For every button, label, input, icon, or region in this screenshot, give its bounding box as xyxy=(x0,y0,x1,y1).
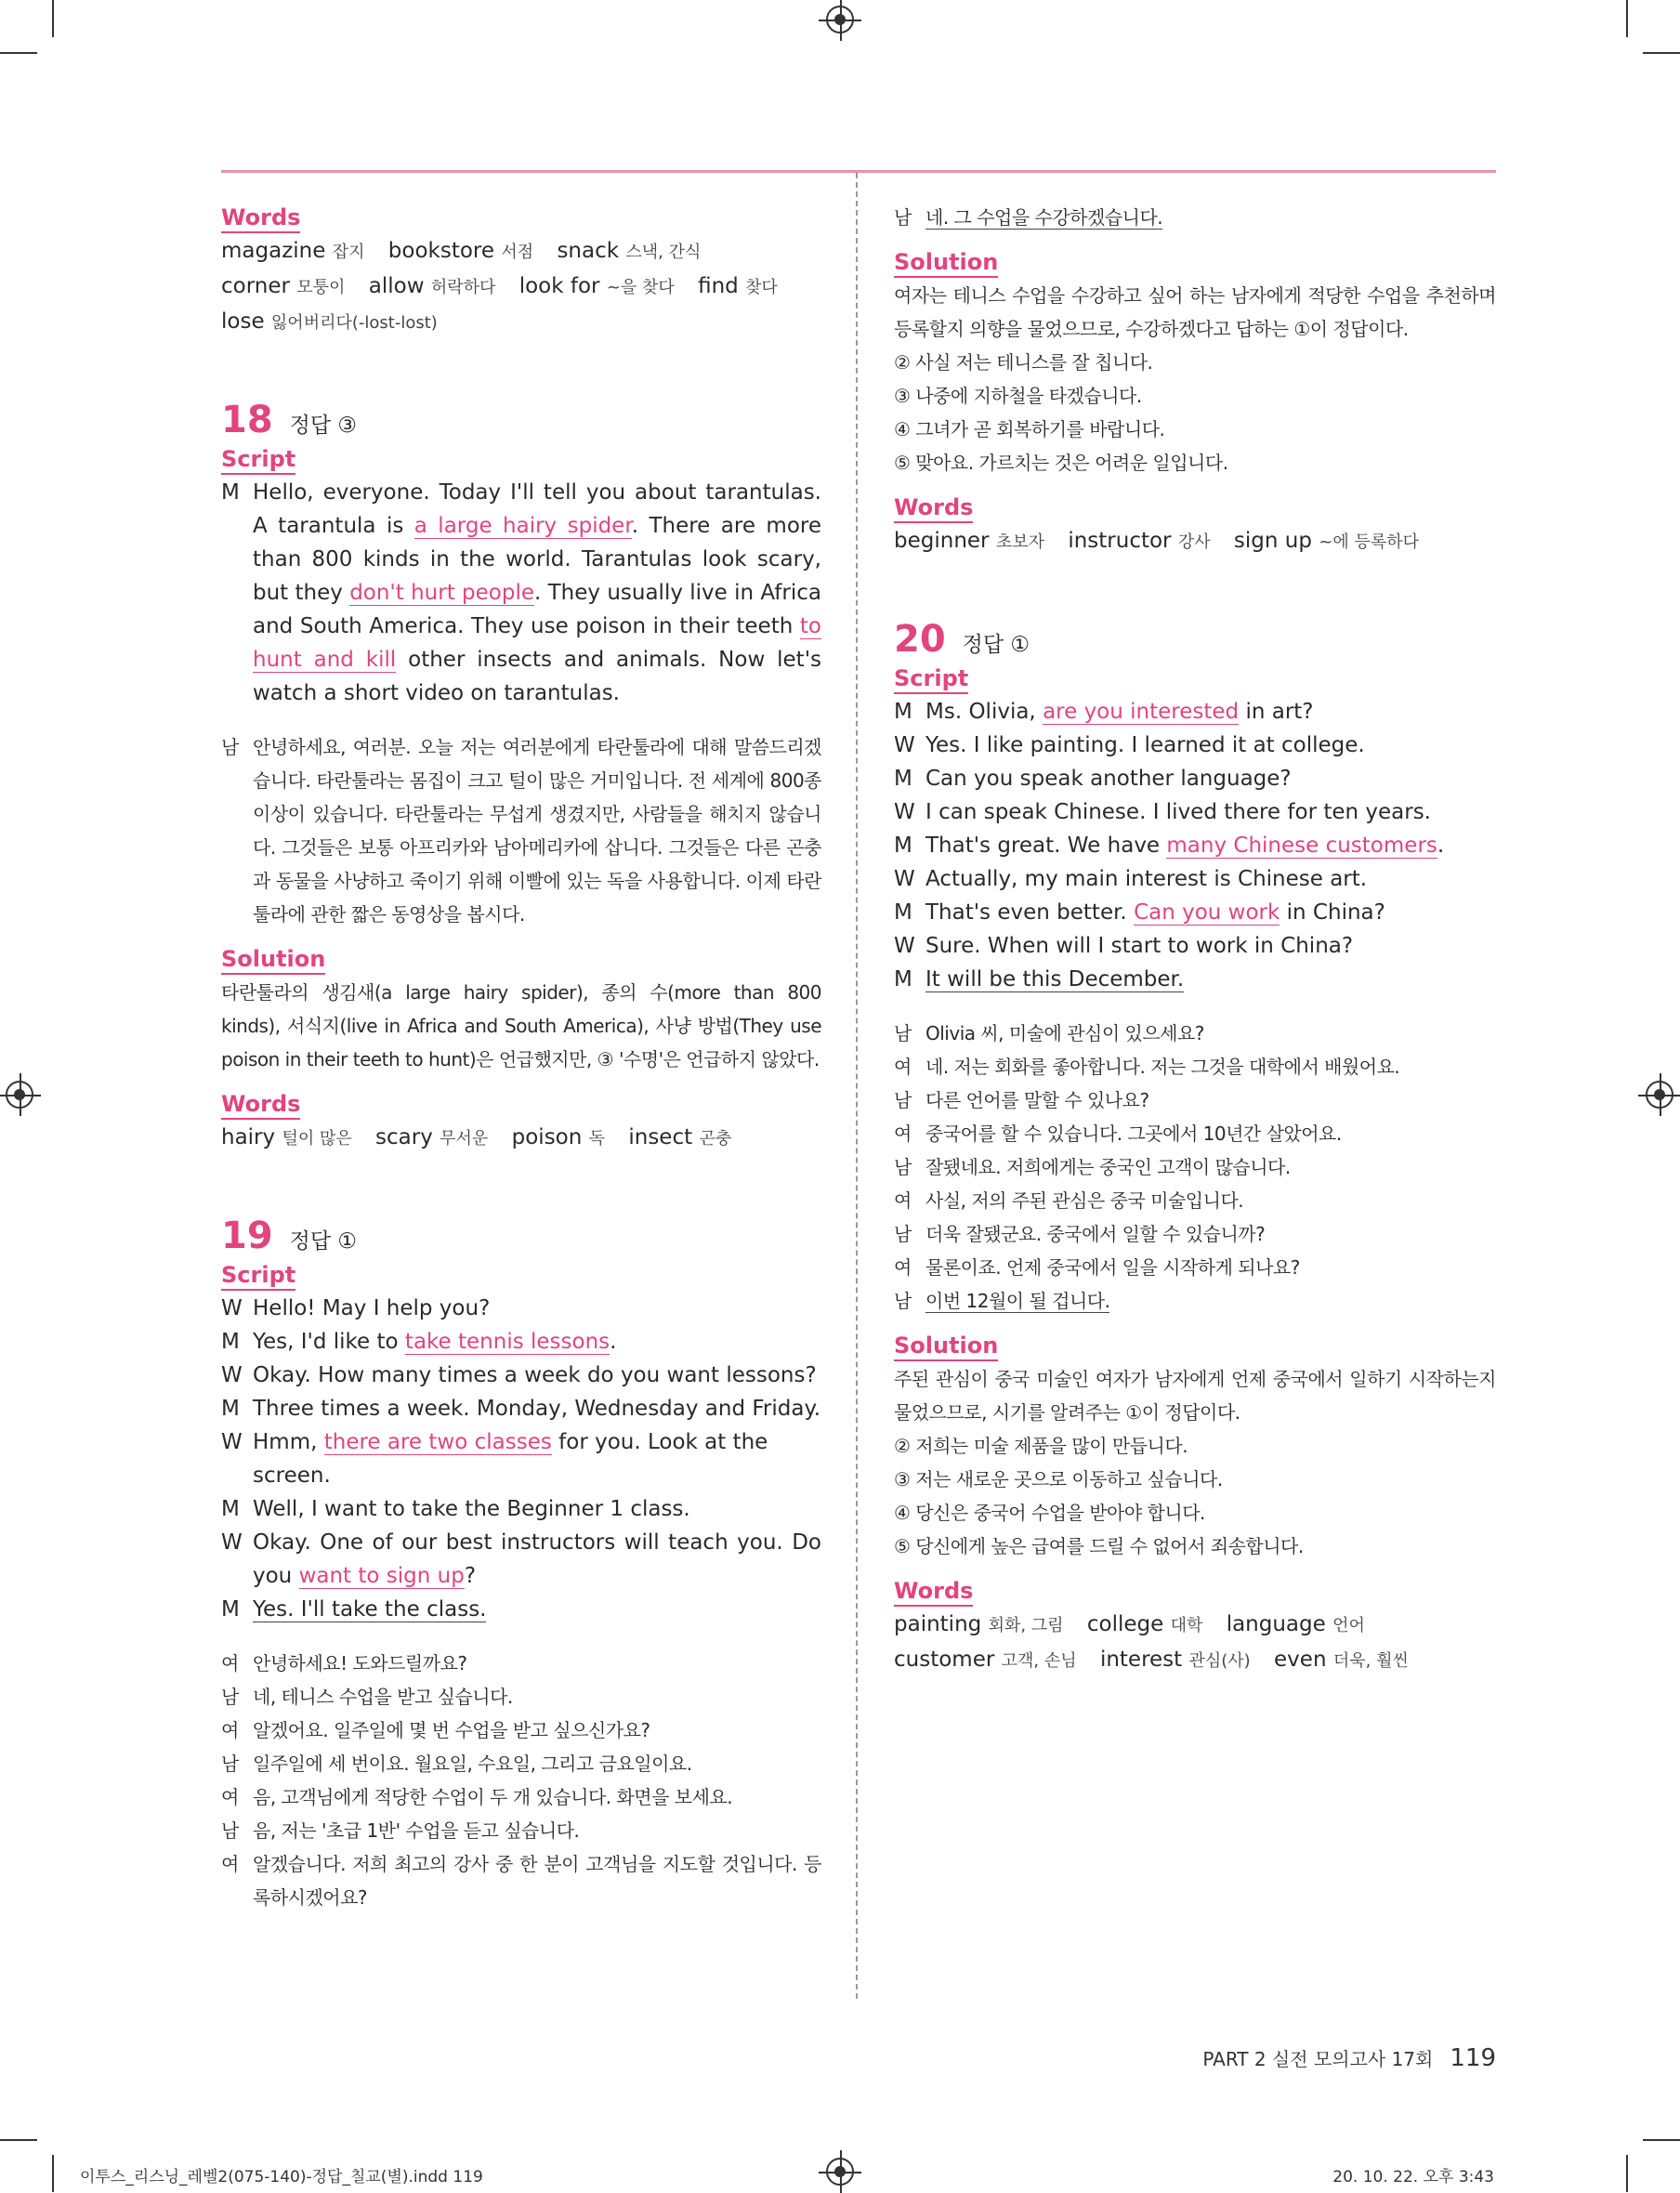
question-number: 19 xyxy=(221,1215,273,1257)
script-line: W Hello! May I help you? xyxy=(221,1296,491,1320)
question-18 xyxy=(221,398,821,1156)
highlight: many Chinese customers xyxy=(1166,834,1437,858)
script-line: M Three times a week. Monday, Wednesday and Friday. xyxy=(221,1397,821,1421)
words-row: beginner 초보자 instructor 강사 sign up ~에 등록하다 xyxy=(894,529,1420,553)
left-column xyxy=(221,201,821,1914)
q17-words-row-1: magazine 잡지 bookstore 서점 snack 스낵, 간식 xyxy=(221,239,702,263)
script-line: W Yes. I like painting. I learned it at college. xyxy=(894,733,1365,757)
translation-line: 남 네, 테니스 수업을 받고 싶습니다. xyxy=(221,1686,513,1708)
translation-line: 여 알겠습니다. 저희 최고의 강사 중 한 분이 고객님을 지도할 것입니다. 등록하시겠어요? xyxy=(221,1853,821,1909)
speaker: M xyxy=(221,480,240,505)
registration-mark-icon xyxy=(6,1081,33,1109)
translation-line: 남 잘됐네요. 저희에게는 중국인 고객이 많습니다. xyxy=(894,1156,1291,1178)
script-line: M Ms. Olivia, are you interested in art? xyxy=(894,700,1314,724)
highlight: there are two classes xyxy=(323,1430,552,1454)
translation-lines xyxy=(221,1647,821,1914)
crop-mark xyxy=(1626,0,1628,37)
translation-line: 남 일주일에 세 번이요. 월요일, 수요일, 그리고 금요일이요. xyxy=(221,1753,692,1775)
solution-text: 여자는 테니스 수업을 수강하고 싶어 하는 남자에게 적당한 수업을 추천하며 등록할지 의향을 물었으므로, 수강하겠다고 답하는 ①이 정답이다. xyxy=(894,284,1496,340)
q17-words-row-2: corner 모퉁이 allow 허락하다 look for ~을 찾다 find 찾다 xyxy=(221,274,778,298)
script-lines xyxy=(894,695,1496,996)
translation-line: 여 중국어를 할 수 있습니다. 그곳에서 10년간 살았어요. xyxy=(894,1123,1342,1145)
part-label: PART 2 실전 모의고사 17회 xyxy=(1202,2048,1434,2070)
crop-mark xyxy=(52,0,54,37)
script-label: Script xyxy=(221,446,295,475)
script-line: M Hello, everyone. Today I'll tell you about tarantulas. A tarantula is a large hairy spider. There are more than 800 kinds in the world. Tarantulas look scary, but they don't hurt people. They usually live in Africa and South America. They use poison in their teeth to hunt and kill other insects and animals. Now let's watch a short video on tarantulas. xyxy=(221,476,821,710)
solution-label: Solution xyxy=(221,946,325,975)
highlight: to hunt and kill xyxy=(253,614,821,672)
page-number: 119 xyxy=(1450,2044,1496,2072)
script-line: W I can speak Chinese. I lived there for ten years. xyxy=(894,800,1431,824)
highlight: want to sign up xyxy=(298,1564,465,1588)
column-divider xyxy=(856,173,858,1999)
translation-line: 남 이번 12월이 될 겁니다. xyxy=(894,1290,1110,1312)
script-line: W Actually, my main interest is Chinese art. xyxy=(894,867,1368,891)
crop-mark xyxy=(1643,52,1680,54)
script-line: M Yes, I'd like to take tennis lessons. xyxy=(221,1330,617,1354)
words-row: painting 회화, 그림 college 대학 language 언어 xyxy=(894,1612,1365,1636)
script-line: M Can you speak another language? xyxy=(894,767,1292,791)
q17-words-row-3: lose 잃어버리다(-lost-lost) xyxy=(221,309,438,334)
script-line: M Well, I want to take the Beginner 1 class. xyxy=(221,1497,690,1521)
solution-label: Solution xyxy=(894,1333,998,1361)
script-lines xyxy=(221,1292,821,1626)
words-label: Words xyxy=(894,494,973,523)
crop-mark xyxy=(0,2139,37,2141)
words-row: customer 고객, 손님 interest 관심(사) even 더욱, 훨씬 xyxy=(894,1648,1409,1672)
crop-mark xyxy=(52,2155,54,2192)
option-item: ② 저희는 미술 제품을 많이 만듭니다. xyxy=(894,1435,1188,1457)
highlight: don't hurt people xyxy=(349,581,534,605)
script-label: Script xyxy=(894,665,968,694)
question-number: 20 xyxy=(894,618,946,661)
translation-line: 여 사실, 저의 주된 관심은 중국 미술입니다. xyxy=(894,1189,1244,1212)
answer-key: 정답 ① xyxy=(289,1229,358,1254)
solution-text: 주된 관심이 중국 미술인 여자가 남자에게 언제 중국에서 일하기 시작하는지 물었으므로, 시기를 알려주는 ①이 정답이다. xyxy=(894,1368,1496,1424)
translation-line: 남 Olivia 씨, 미술에 관심이 있으세요? xyxy=(894,1022,1204,1044)
option-item: ④ 그녀가 곧 회복하기를 바랍니다. xyxy=(894,418,1165,440)
answer-key: 정답 ① xyxy=(962,633,1030,657)
answer-key: 정답 ③ xyxy=(289,414,358,438)
file-slug: 이투스_리스닝_레벨2(075-140)-정답_칠교(별).indd 119 xyxy=(80,2168,483,2186)
script-line: W Sure. When will I start to work in China? xyxy=(894,934,1354,958)
translation-lines xyxy=(894,1017,1496,1318)
print-timestamp: 20. 10. 22. 오후 3:43 xyxy=(1332,2168,1494,2186)
page-footer xyxy=(1202,2044,1496,2072)
registration-mark-icon xyxy=(826,2158,854,2186)
crop-mark xyxy=(1643,2139,1680,2141)
words-label: Words xyxy=(221,204,300,233)
crop-mark xyxy=(1626,2155,1628,2192)
question-19 xyxy=(221,1214,821,1914)
script-line: M That's great. We have many Chinese customers. xyxy=(894,834,1445,858)
highlight: Can you work xyxy=(1134,900,1280,925)
option-item: ④ 당신은 중국어 수업을 받아야 합니다. xyxy=(894,1502,1205,1524)
translation-line: 여 안녕하세요! 도와드릴까요? xyxy=(221,1652,467,1674)
script-line: W Okay. How many times a week do you want lessons? xyxy=(221,1363,817,1387)
highlight: take tennis lessons xyxy=(404,1330,610,1354)
option-item: ② 사실 저는 테니스를 잘 칩니다. xyxy=(894,351,1153,374)
q17-words-section xyxy=(221,201,821,340)
highlight: a large hairy spider xyxy=(413,514,632,538)
translation-line: 남 안녕하세요, 여러분. 오늘 저는 여러분에게 타란툴라에 대해 말씀드리겠습니다. 타란툴라는 몸집이 크고 털이 많은 거미입니다. 전 세계에 800종 이상이 있습니다. 타란툴라는 무섭게 생겼지만, 사람들을 해치지 않습니다. 그것들은 보통 아프리카와 남아메리카에 삽니다. 그것들은 다른 곤충과 동물을 사냥하고 죽이기 위해 이빨에 있는 독을 사용합니다. 이제 타란툴라에 관한 짧은 동영상을 봅시다. xyxy=(221,736,821,926)
option-item: ⑤ 당신에게 높은 급여를 드릴 수 없어서 죄송합니다. xyxy=(894,1535,1304,1557)
words-label: Words xyxy=(221,1091,300,1120)
translation-line: 여 음, 고객님에게 적당한 수업이 두 개 있습니다. 화면을 보세요. xyxy=(221,1786,733,1808)
solution-label: Solution xyxy=(894,249,998,278)
script-line: W Okay. One of our best instructors will teach you. Do you want to sign up? xyxy=(221,1530,821,1588)
translation-line: 남 음, 저는 '초급 1반' 수업을 듣고 싶습니다. xyxy=(221,1819,580,1842)
question-19-continued xyxy=(894,201,1496,559)
translation-line: 여 네. 저는 회화를 좋아합니다. 저는 그것을 대학에서 배웠어요. xyxy=(894,1056,1400,1078)
translation-line: 남 더욱 잘됐군요. 중국에서 일할 수 있습니까? xyxy=(894,1223,1266,1245)
translation-line: 여 알겠어요. 일주일에 몇 번 수업을 받고 싶으신가요? xyxy=(221,1719,650,1741)
right-column xyxy=(894,201,1496,1678)
answer-underline: 네. 그 수업을 수강하겠습니다. xyxy=(925,206,1163,229)
registration-mark-icon xyxy=(1646,1081,1673,1109)
answer-underline: 이번 12월이 될 겁니다. xyxy=(925,1290,1110,1312)
answer-underline: Yes. I'll take the class. xyxy=(253,1597,487,1622)
translation-line: 여 물론이죠. 언제 중국에서 일을 시작하게 되나요? xyxy=(894,1256,1300,1279)
translation-line: 남 네. 그 수업을 수강하겠습니다. xyxy=(894,206,1163,229)
option-item: ③ 저는 새로운 곳으로 이동하고 싶습니다. xyxy=(894,1468,1223,1490)
solution-text: 타란툴라의 생김새(a large hairy spider), 종의 수(more than 800 kinds), 서식지(live in Africa and South America), 사냥 방법(They use poison in their teeth to hunt)은 언급했지만, ③ '수명'은 언급하지 않았다. xyxy=(221,981,821,1070)
words-row: hairy 털이 많은 scary 무서운 poison 독 insect 곤충 xyxy=(221,1125,732,1149)
script-line: M It will be this December. xyxy=(894,967,1185,991)
script-line: M That's even better. Can you work in China? xyxy=(894,900,1385,925)
highlight: are you interested xyxy=(1043,700,1240,724)
crop-mark xyxy=(0,52,37,54)
script-label: Script xyxy=(221,1262,295,1291)
registration-mark-icon xyxy=(826,6,854,33)
question-20 xyxy=(894,617,1496,1678)
words-label: Words xyxy=(894,1578,973,1607)
option-item: ③ 나중에 지하철을 타겠습니다. xyxy=(894,385,1142,407)
question-number: 18 xyxy=(221,399,273,441)
answer-underline: It will be this December. xyxy=(925,967,1185,991)
translation-line: 남 다른 언어를 말할 수 있나요? xyxy=(894,1089,1149,1111)
header-rule xyxy=(221,170,1496,173)
script-line: W Hmm, there are two classes for you. Look at the screen. xyxy=(221,1430,768,1488)
script-line: M Yes. I'll take the class. xyxy=(221,1597,487,1622)
option-item: ⑤ 맞아요. 가르치는 것은 어려운 일입니다. xyxy=(894,452,1228,474)
